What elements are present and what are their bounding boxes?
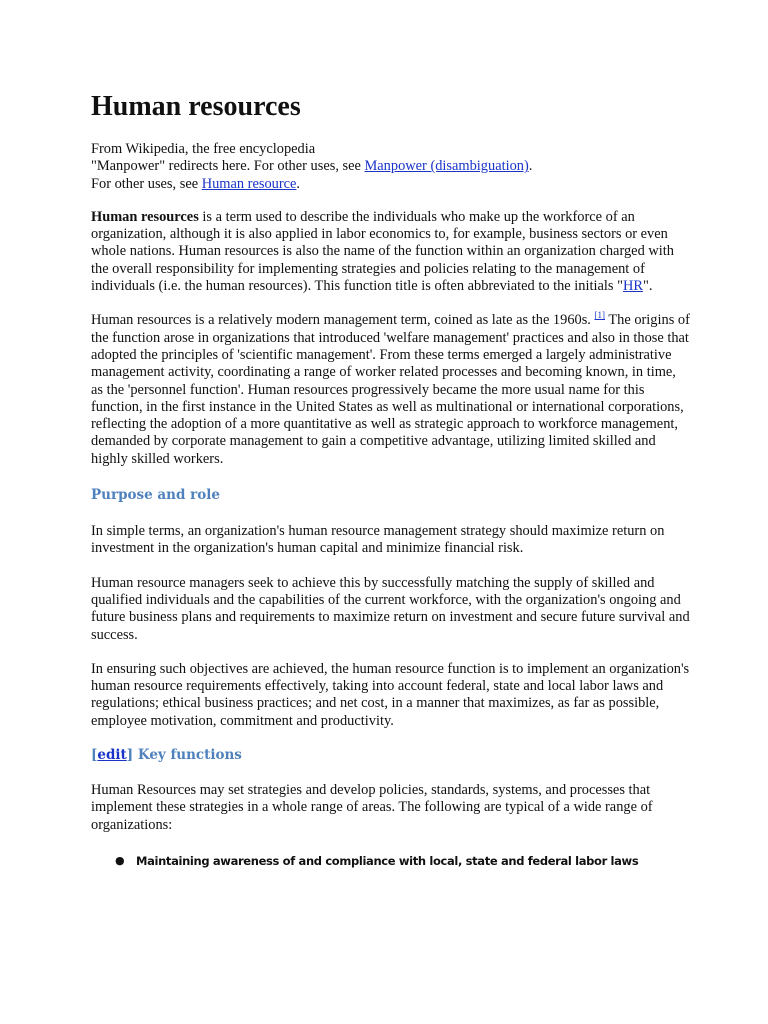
hatnote-manpower [91,158,691,175]
hatnote-text-end: . [296,175,301,192]
article-meta [91,141,691,193]
manpower-disambiguation-link[interactable]: Manpower (disambiguation) [364,158,529,175]
hatnote-text: "Manpower" redirects here. For other uses, see [91,158,365,175]
edit-bracket-close: ] [126,747,134,764]
intro-text-end: ". [642,278,653,295]
hatnote-human-resource [91,176,691,193]
article [91,90,691,869]
intro-bold-term: Human resources [91,208,199,225]
history-text-end: The origins of the function arose in organizations that introduced 'welfare management' practices and also in those that adopted the principles of 'scientific management'. From these terms emerged a largely administrative management activity, coordinating a range of worker related processes and becoming known, in time, as the 'personnel function'. Human resources progressively became the more usual name for this function, in the first instance in the United States as well as multinational or international corporations, reflecting the adoption of a more quantitative as well as strategic approach to workforce management, demanded by corporate management to gain a competitive advantage, utilizing limited skilled and highly skilled workers. [91,312,690,467]
hr-link[interactable]: HR [622,278,643,295]
tagline: From Wikipedia, the free encyclopedia [91,141,316,157]
section-heading-text: Key functions [133,747,242,764]
page-title: Human resources [91,91,301,122]
section-heading-key-functions [91,746,691,764]
hatnote-text: For other uses, see [91,175,202,192]
purpose-paragraph-2: Human resource managers seek to achieve this by successfully matching the supply of skilled and qualified individuals and the capabilities of the current workforce, with the organization's ongoing and future business plans and requirements to maximize return on investment and secure future survival and success. [91,574,690,643]
purpose-paragraph-3: In ensuring such objectives are achieved, the human resource function is to implement an organization's human resource requirements effectively, taking into account federal, state and local labor laws and regulations; ethical business practices; and net cost, in a manner that maximizes, as far as possible, employee motivation, commitment and productivity. [91,660,690,729]
bullet-icon: ● [115,853,125,867]
edit-section-link[interactable]: edit [97,747,127,764]
key-functions-paragraph: Human Resources may set strategies and develop policies, standards, systems, and processes that implement these strategies in a whole range of areas. The following are typical of a wide range of organizations: [91,782,653,833]
edit-section-link-wrapper [91,747,133,763]
history-paragraph [91,312,691,468]
section-heading-purpose-and-role: Purpose and role [91,487,220,504]
reference-1-link[interactable]: [1] [594,310,606,321]
purpose-paragraph-1: In simple terms, an organization's human resource management strategy should maximize return on investment in the organization's human capital and minimize financial risk. [91,523,665,557]
list-item-text: Maintaining awareness of and compliance with local, state and federal labor laws [136,853,639,868]
key-functions-list [91,853,691,869]
list-item [91,853,691,869]
edit-bracket-open: [ [91,747,98,764]
history-text: Human resources is a relatively modern management term, coined as late as the 1960s. [91,312,595,329]
intro-text: is a term used to describe the individuals who make up the workforce of an organization, although it is also applied in labor economics to, for example, business sectors or even whole nations. Human resources is also the name of the function within an organization charged with the overall responsibility for implementing strategies and policies relating to the management of individuals (i.e. the human resources). This function title is often abbreviated to the initials " [91,208,674,295]
hatnote-text-end: . [528,158,533,175]
human-resource-link[interactable]: Human resource [201,175,297,192]
intro-paragraph [91,209,691,295]
